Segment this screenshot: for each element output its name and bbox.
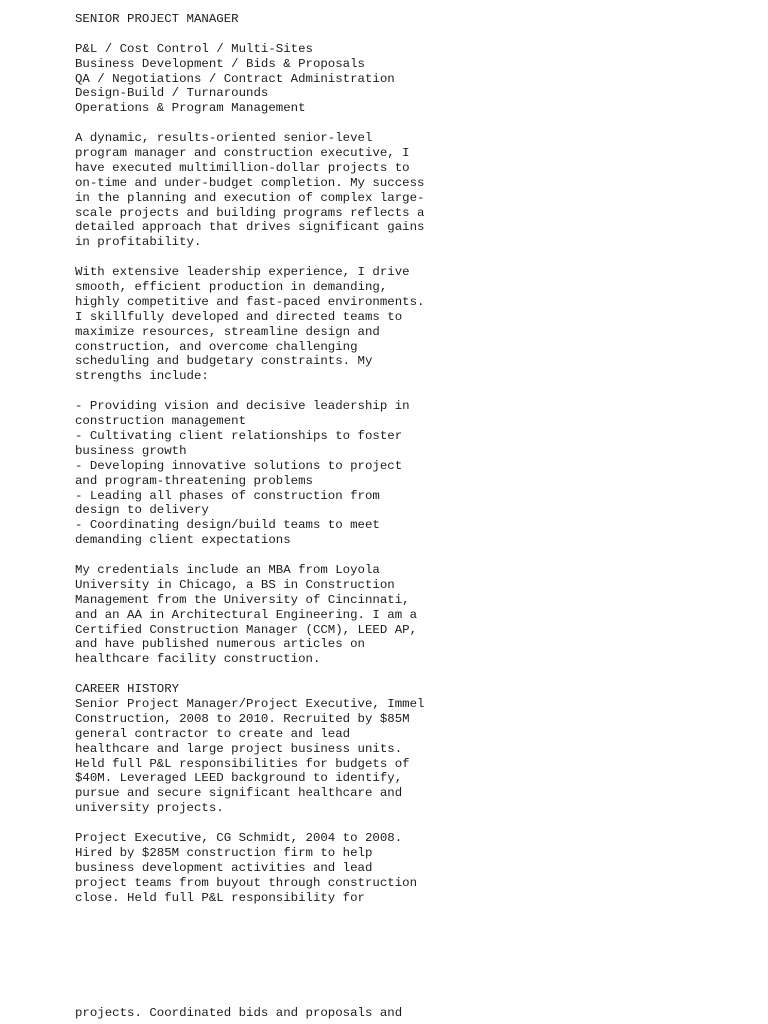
specialties-list [75, 42, 475, 116]
specialties-line: Operations & Program Management [75, 101, 306, 116]
project-executive-entry [75, 831, 475, 905]
strengths-line: construction management [75, 414, 247, 429]
summary-paragraph-1-line: in profitability. [75, 235, 202, 250]
credentials-line: and have published numerous articles on [75, 637, 365, 652]
strengths-list [75, 399, 475, 548]
summary-paragraph-1-line: program manager and construction executive, I [75, 146, 410, 161]
summary-paragraph-2-line: maximize resources, streamline design and [75, 324, 380, 339]
credentials-line: and an AA in Architectural Engineering. I am a [75, 607, 418, 622]
career-history-line: university projects. [75, 801, 224, 816]
strengths-line: - Cultivating client relationships to foster [75, 428, 403, 443]
career-history-line: $40M. Leveraged LEED background to identify, [75, 771, 403, 786]
summary-paragraph-2-line: I skillfully developed and directed teams to [75, 309, 403, 324]
summary-paragraph-1-line: A dynamic, results-oriented senior-level [75, 131, 373, 146]
credentials-line: Management from the University of Cincinnati, [75, 592, 410, 607]
strengths-line: - Developing innovative solutions to project [75, 458, 403, 473]
summary-paragraph-2-line: strengths include: [75, 369, 209, 384]
career-history-section [75, 682, 475, 816]
summary-paragraph-1-line: detailed approach that drives significant gains [75, 220, 425, 235]
credentials-line: Certified Construction Manager (CCM), LEED AP, [75, 622, 418, 637]
credentials-line: University in Chicago, a BS in Construction [75, 577, 395, 592]
project-executive-line: close. Held full P&L responsibility for [75, 890, 365, 905]
career-history-line: Senior Project Manager/Project Executive, Immel [75, 696, 425, 711]
summary-paragraph-2-line: construction, and overcome challenging [75, 339, 358, 354]
credentials-paragraph [75, 563, 475, 667]
career-history-line: CAREER HISTORY [75, 682, 180, 697]
summary-paragraph-1-line: have executed multimillion-dollar projects to [75, 160, 410, 175]
specialties-line: Design-Build / Turnarounds [75, 86, 269, 101]
project-executive-line: business development activities and lead [75, 860, 373, 875]
strengths-line: - Coordinating design/build teams to meet [75, 518, 380, 533]
resume-page [75, 12, 475, 920]
strengths-line: and program-threatening problems [75, 473, 313, 488]
career-history-line: pursue and secure significant healthcare and [75, 786, 403, 801]
career-history-line: general contractor to create and lead [75, 726, 351, 741]
strengths-line: business growth [75, 443, 187, 458]
summary-paragraph-1-line: on-time and under-budget completion. My success [75, 175, 425, 190]
summary-paragraph-1-line: in the planning and execution of complex large- [75, 190, 425, 205]
resume-title-block [75, 12, 475, 27]
project-executive-line: Hired by $285M construction firm to help [75, 845, 373, 860]
strengths-line: design to delivery [75, 503, 209, 518]
summary-paragraph-2 [75, 265, 475, 384]
career-history-line: Construction, 2008 to 2010. Recruited by $85M [75, 711, 410, 726]
summary-paragraph-1-line: scale projects and building programs reflects a [75, 205, 425, 220]
project-executive-line: project teams from buyout through construction [75, 875, 418, 890]
strengths-line: - Providing vision and decisive leadership in [75, 399, 410, 414]
strengths-line: demanding client expectations [75, 533, 291, 548]
project-executive-line: Project Executive, CG Schmidt, 2004 to 2008. [75, 830, 403, 845]
credentials-line: healthcare facility construction. [75, 652, 321, 667]
credentials-line: My credentials include an MBA from Loyola [75, 562, 380, 577]
summary-paragraph-2-line: scheduling and budgetary constraints. My [75, 354, 373, 369]
continuation-line: projects. Coordinated bids and proposals and [75, 1006, 403, 1020]
summary-paragraph-2-line: With extensive leadership experience, I drive [75, 265, 410, 280]
summary-paragraph-2-line: smooth, efficient production in demanding, [75, 280, 388, 295]
career-history-line: Held full P&L responsibilities for budgets of [75, 756, 410, 771]
specialties-line: P&L / Cost Control / Multi-Sites [75, 41, 313, 56]
career-history-line: healthcare and large project business units. [75, 741, 403, 756]
resume-title: SENIOR PROJECT MANAGER [75, 12, 239, 26]
specialties-line: Business Development / Bids & Proposals [75, 56, 365, 71]
summary-paragraph-2-line: highly competitive and fast-paced environments. [75, 294, 425, 309]
summary-paragraph-1 [75, 131, 475, 250]
strengths-line: - Leading all phases of construction from [75, 488, 380, 503]
specialties-line: QA / Negotiations / Contract Administration [75, 71, 395, 86]
